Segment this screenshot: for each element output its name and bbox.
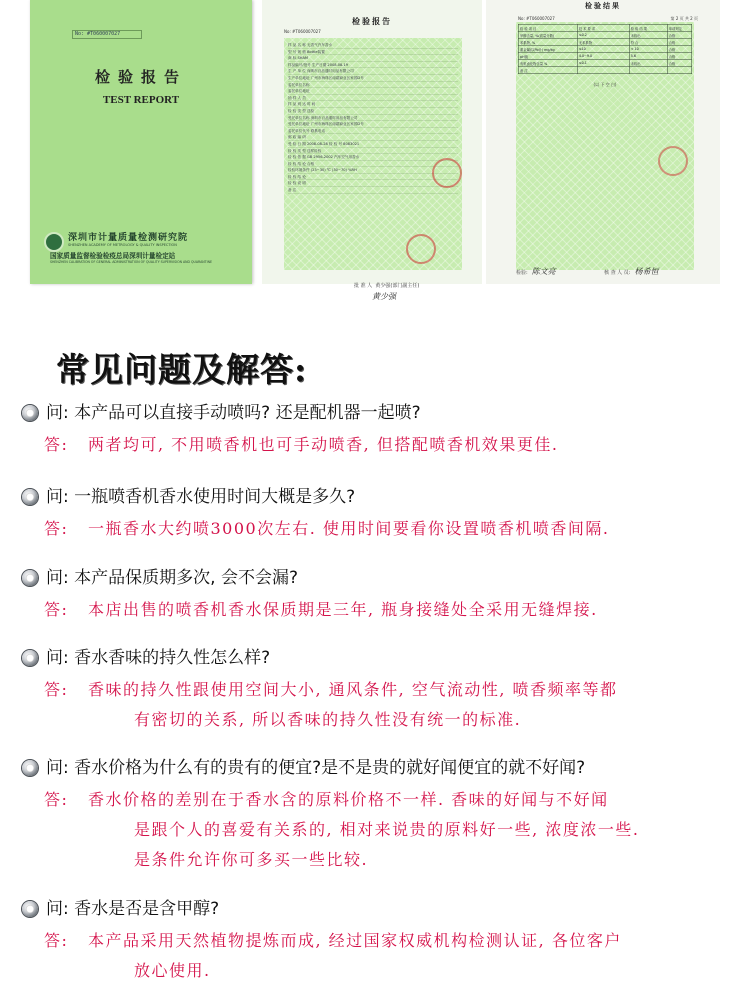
result-table-row bbox=[519, 25, 692, 32]
report-page-title: 检验报告 bbox=[352, 17, 392, 26]
question-body: 本产品可以直接手动喷吗? 还是配机器一起喷? bbox=[74, 403, 421, 423]
faq-title: 常见问题及解答: bbox=[56, 350, 308, 389]
result-table-cell: 4.0~9.0 bbox=[577, 53, 629, 60]
question-prefix: 问: bbox=[46, 568, 69, 588]
answer-line: 一瓶香水大约喷3000次左右. 使用时间要看你设置喷香机喷香间隔. bbox=[88, 519, 610, 538]
result-table-cell: 未检出 bbox=[629, 32, 667, 39]
faq-question-text bbox=[46, 645, 270, 671]
report-row: 型 号 规 格 Bottle装置 bbox=[288, 49, 458, 56]
result-table-cell: 检 验 结 果 bbox=[629, 25, 667, 32]
report-row: 生 产 单 位 深圳市百品通时用品有限公司 bbox=[288, 68, 458, 75]
result-table-cell: 合格 bbox=[667, 60, 691, 67]
report-row: 抽 样 人 员 bbox=[288, 95, 458, 102]
faq-question-text bbox=[46, 484, 355, 510]
institute-name-en: SHENZHEN ACADEMY OF METROLOGY & QUALITY INSPECTION bbox=[68, 243, 177, 247]
report-row: 委托单位地址 bbox=[288, 88, 458, 95]
answer-line: 放心使用. bbox=[134, 961, 211, 980]
report-row: 受 检 日 期 2008-08-28 检 验 号 8083021 bbox=[288, 141, 458, 148]
institute-block bbox=[44, 228, 242, 268]
result-table-cell: 备 注 bbox=[519, 67, 578, 74]
station-name-cn: 国家质量监督检验检疫总局深圳计量检定站 bbox=[50, 252, 176, 260]
report-row: 受托单位地址 广州市海珠区南端商业区家园D号 bbox=[288, 121, 458, 128]
result-table-cell: 合格 bbox=[667, 46, 691, 53]
result-table-cell: 无苯系物 bbox=[577, 39, 629, 46]
result-table-cell: < 10 bbox=[629, 46, 667, 53]
question-prefix: 问: bbox=[46, 403, 69, 423]
institute-logo-icon bbox=[44, 232, 64, 252]
answer-prefix: 答: bbox=[44, 519, 69, 538]
result-table-cell bbox=[577, 67, 629, 74]
question-prefix: 问: bbox=[46, 487, 69, 507]
bullet-circle-icon bbox=[22, 570, 38, 586]
result-table-cell: 苯系物, % bbox=[519, 39, 578, 46]
report-images-strip bbox=[0, 0, 750, 301]
result-table-cell: 合格 bbox=[667, 39, 691, 46]
report-row: 委托单位代号 联系电话 bbox=[288, 128, 458, 135]
report-row: 商 标 SHAM bbox=[288, 55, 458, 62]
result-table-row bbox=[519, 46, 692, 53]
cover-title-en: TEST REPORT bbox=[102, 94, 180, 106]
question-prefix: 问: bbox=[46, 899, 69, 919]
report-row: 备 注 bbox=[288, 187, 458, 194]
report-row: 样 品 名 称 无香气汽车香水 bbox=[288, 42, 458, 49]
answer-prefix: 答: bbox=[44, 790, 69, 809]
question-prefix: 问: bbox=[46, 648, 69, 668]
result-table-row bbox=[519, 39, 692, 46]
result-table-cell: ≤0.2 bbox=[577, 32, 629, 39]
report-form bbox=[284, 38, 462, 301]
result-table-cell: pH值 bbox=[519, 53, 578, 60]
red-stamp-icon bbox=[406, 234, 436, 264]
result-table-cell bbox=[667, 67, 691, 74]
result-table-cell: 重金属(以Pb计) mg/kg bbox=[519, 46, 578, 53]
question-body: 本产品保质期多次, 会不会漏? bbox=[74, 568, 298, 588]
answer-line: 香味的持久性跟使用空间大小, 通风条件, 空气流动性, 喷香频率等都 bbox=[88, 680, 618, 699]
test-result-page bbox=[486, 0, 720, 284]
result-table-cell: 单项判定 bbox=[667, 25, 691, 32]
result-table-cell: 技 术 要 求 bbox=[577, 25, 629, 32]
reviewed-by: 核 查 人 员: 杨希恒 bbox=[604, 267, 659, 276]
result-table-row bbox=[519, 53, 692, 60]
cover-serial: No: #T060007027 bbox=[72, 30, 142, 39]
result-table-cell: 合格 bbox=[667, 53, 691, 60]
report-row: 检 验 类 型 送样检验 bbox=[288, 148, 458, 155]
test-report-cover bbox=[30, 0, 252, 284]
report-page-serial: No: #T060007027 bbox=[284, 29, 321, 34]
report-row: 生产单位地址 广州市海珠区南端商业区家园D号 bbox=[288, 75, 458, 82]
result-page-serial: No: #T060007027 bbox=[518, 16, 555, 21]
answer-line: 本产品采用天然植物提炼而成, 经过国家权威机构检测认证, 各位客户 bbox=[88, 931, 622, 950]
report-row: 检验环境条件 (23~30) ℃ (30~70) %RH bbox=[288, 167, 458, 174]
test-report-page bbox=[262, 0, 482, 301]
result-page-title: 检验结果 bbox=[585, 2, 621, 10]
faq-question-text bbox=[46, 896, 219, 922]
question-body: 香水价格为什么有的贵有的便宜?是不是贵的就好闻便宜的就不好闻? bbox=[74, 758, 586, 778]
result-blank-mark: (以 下 空 白) bbox=[593, 82, 617, 87]
report-row: 样品编号/批号 生产日期 2008.08.19 bbox=[288, 62, 458, 69]
faq-question-text bbox=[46, 400, 421, 426]
result-table-cell: ≤10 bbox=[577, 46, 629, 53]
result-table-cell bbox=[629, 67, 667, 74]
answer-line: 香水价格的差别在于香水含的原料价格不一样. 香味的好闻与不好闻 bbox=[88, 790, 609, 809]
report-row: 受托单位名称 深圳市百品通时用品有限公司 bbox=[288, 115, 458, 122]
result-table-cell: 检 验 项 目 bbox=[519, 25, 578, 32]
result-table-cell: 合格 bbox=[667, 32, 691, 39]
answer-prefix: 答: bbox=[44, 680, 69, 699]
faq-question-text bbox=[46, 565, 298, 591]
question-prefix: 问: bbox=[46, 758, 69, 778]
answer-prefix: 答: bbox=[44, 931, 69, 950]
report-signer-label: 批 准 人 黄少强(部门副主任) bbox=[354, 283, 420, 289]
result-table-row bbox=[519, 67, 692, 74]
report-row: 检 验 结 论 合格 bbox=[288, 161, 458, 168]
bullet-circle-icon bbox=[22, 760, 38, 776]
report-row: 检 验 依 据 GB 2956-2002 汽车空气用香水 bbox=[288, 154, 458, 161]
report-signature: 黄少强 bbox=[372, 292, 396, 301]
question-body: 一瓶喷香机香水使用时间大概是多久? bbox=[74, 487, 356, 507]
faq-question-text bbox=[46, 755, 585, 781]
result-form bbox=[516, 22, 694, 270]
answer-line: 是条件允许你可多买一些比较. bbox=[134, 850, 369, 869]
result-table-row bbox=[519, 32, 692, 39]
cover-title-cn: 检验报告 bbox=[94, 68, 187, 86]
red-stamp-icon bbox=[432, 158, 462, 188]
result-table-cell: 有机卤化物含量 % bbox=[519, 60, 578, 67]
report-row: 检 验 结 论 bbox=[288, 174, 458, 181]
institute-name-cn: 深圳市计量质量检测研究院 bbox=[68, 233, 189, 243]
report-row: 检 验 类 型 送检 bbox=[288, 108, 458, 115]
answer-prefix: 答: bbox=[44, 435, 69, 454]
tested-by: 检验: 陈文亮 bbox=[516, 267, 556, 276]
result-table-cell: 5.6 bbox=[629, 53, 667, 60]
result-table-cell: 甲醇含量, %(质量分数) bbox=[519, 32, 578, 39]
result-table-cell: 未检出 bbox=[629, 60, 667, 67]
red-stamp-icon bbox=[658, 146, 688, 176]
report-row: 检 验 说 明 bbox=[288, 180, 458, 187]
answer-line: 本店出售的喷香机香水保质期是三年, 瓶身接缝处全采用无缝焊接. bbox=[88, 600, 598, 619]
answer-prefix: 答: bbox=[44, 600, 69, 619]
report-row: 邮 政 编 码 bbox=[288, 134, 458, 141]
report-row: 委托单位名称 bbox=[288, 82, 458, 89]
bullet-circle-icon bbox=[22, 901, 38, 917]
answer-line: 有密切的关系, 所以香味的持久性没有统一的标准. bbox=[134, 710, 522, 729]
result-page-number: 第 2 页 共 2 页 bbox=[670, 16, 698, 21]
question-body: 香水是否是含甲醇? bbox=[74, 899, 220, 919]
answer-line: 是跟个人的喜爱有关系的, 相对来说贵的原料好一些, 浓度浓一些. bbox=[134, 820, 640, 839]
station-name-en: SHENZHEN CALIBRATION OF GENERAL ADMINISTRATION OF QUALITY SUPERVISION AND QUARANTINE bbox=[50, 260, 212, 264]
bullet-circle-icon bbox=[22, 489, 38, 505]
bullet-circle-icon bbox=[22, 405, 38, 421]
result-table-cell: ≤0.1 bbox=[577, 60, 629, 67]
result-table bbox=[518, 24, 692, 74]
bullet-circle-icon bbox=[22, 650, 38, 666]
report-row: 样 品 到 达 时 间 bbox=[288, 101, 458, 108]
result-table-row bbox=[519, 60, 692, 67]
question-body: 香水香味的持久性怎么样? bbox=[74, 648, 271, 668]
answer-line: 两者均可, 不用喷香机也可手动喷香, 但搭配喷香机效果更佳. bbox=[88, 435, 559, 454]
result-table-cell: 符 合 bbox=[629, 39, 667, 46]
